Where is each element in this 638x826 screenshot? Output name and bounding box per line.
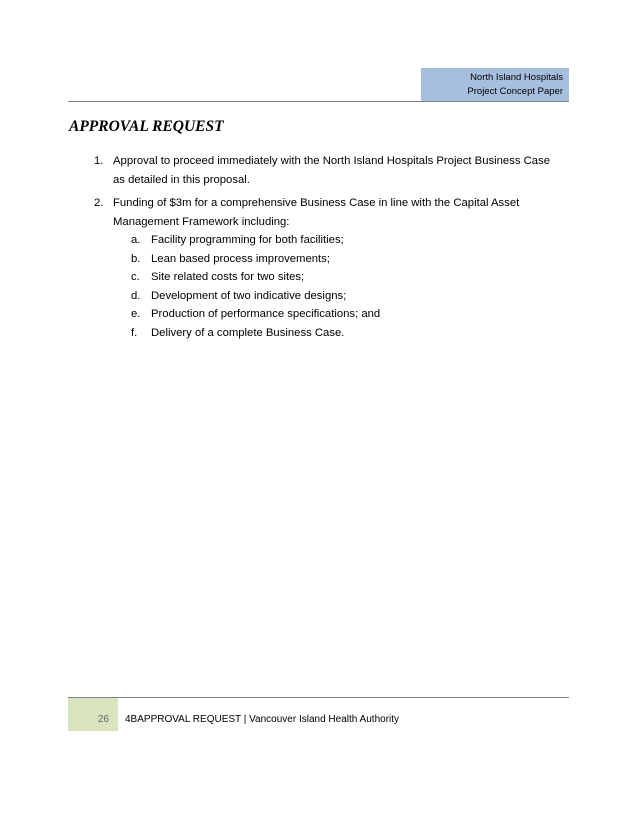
running-header [421,68,569,101]
item-number: 2. [94,197,104,209]
subitem-letter: e. [131,308,141,320]
subitem-text: Site related costs for two sites; [151,271,305,283]
footer-text: 4BAPPROVAL REQUEST | Vancouver Island Health Authority [125,714,400,725]
subitem-letter: f. [131,326,138,339]
item-text-line: Management Framework including: [113,215,290,228]
subitem-text: Production of performance specifications; and [151,308,381,320]
subitem-text: Lean based process improvements; [151,252,330,265]
header-divider [68,101,569,102]
page-number: 26 [68,698,118,731]
subitem-letter: c. [131,271,140,283]
subitem-text: Development of two indicative designs; [151,289,347,302]
footer-divider [68,697,569,698]
item-text-line: Funding of $3m for a comprehensive Business Case in line with the Capital Asset [113,197,520,209]
subitem-text: Delivery of a complete Business Case. [151,326,345,339]
item-text-line: Approval to proceed immediately with the North Island Hospitals Project Business Case [113,155,551,167]
header-line-1: North Island Hospitals [470,72,563,83]
header-line-2: Project Concept Paper [467,86,563,97]
subitem-text: Facility programming for both facilities; [151,234,344,246]
item-number: 1. [94,155,104,167]
item-text-line: as detailed in this proposal. [113,173,250,186]
subitem-letter: a. [131,234,141,246]
subitem-letter: d. [131,289,141,302]
subitem-letter: b. [131,252,141,265]
section-title: APPROVAL REQUEST [69,118,224,135]
